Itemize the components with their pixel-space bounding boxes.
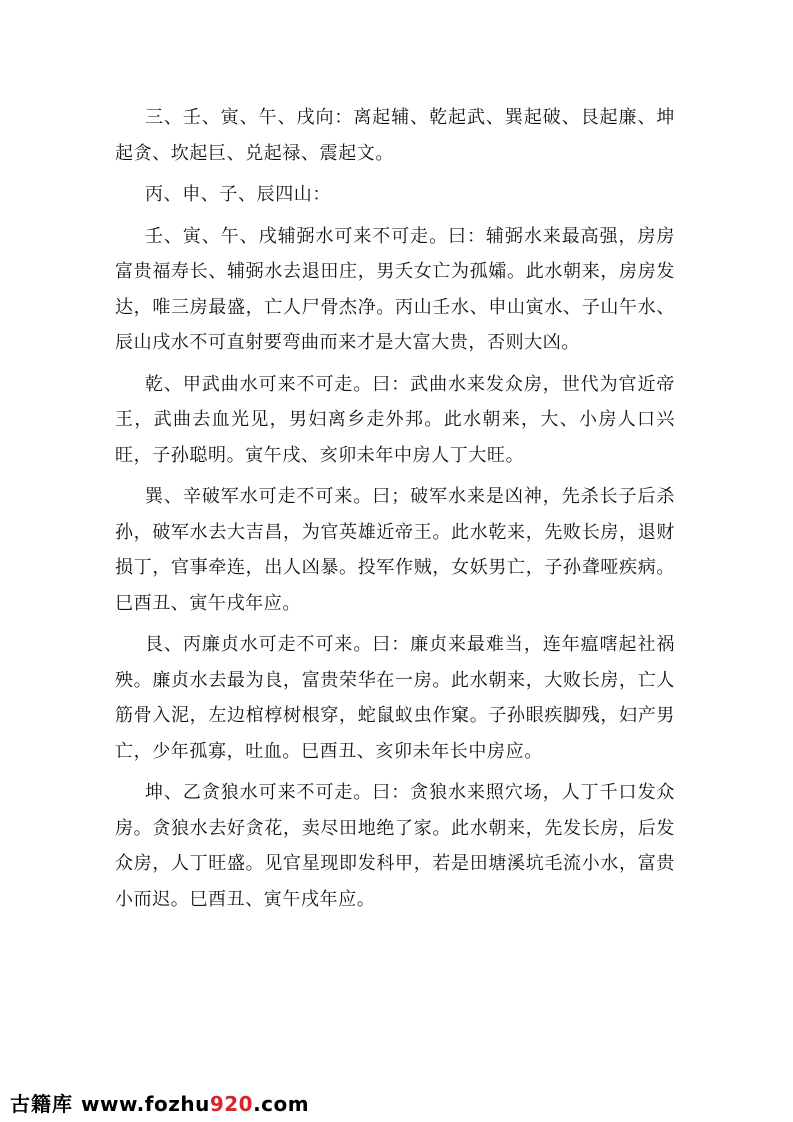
document-body bbox=[115, 100, 675, 923]
paragraph-four-mountains: 丙、申、子、辰四山： bbox=[145, 184, 331, 205]
paragraph-lianzhen-water: 艮、丙廉贞水可走不可来。曰：廉贞来最难当，连年瘟嗐起社祸殃。廉贞水去最为良，富贵荣华在一房。此水朝来，大败长房，亡人筋骨入泥，左边棺椁树根穿，蛇鼠蚁虫作窠。子孙眼疾脚残，妇产男亡，少年孤寡，吐血。巳酉丑、亥卯未年长中房应。 bbox=[115, 634, 675, 762]
paragraph-fubi-water: 壬、寅、午、戌辅弼水可来不可走。曰：辅弼水来最高强，房房富贵福寿长、辅弼水去退田庄，男夭女亡为孤孀。此水朝来，房房发达，唯三房最盛，亡人尸骨杰净。丙山壬水、申山寅水、子山午水、辰山戌水不可直射要弯曲而来才是大富大贵，否则大凶。 bbox=[115, 225, 675, 353]
footer-url-number: 920 bbox=[209, 1092, 254, 1116]
paragraph-wuqu-water: 乾、甲武曲水可来不可走。曰：武曲水来发众房，世代为官近帝王，武曲去血光见，男妇离乡走外邦。此水朝来，大、小房人口兴旺，子孙聪明。寅午戌、亥卯未年中房人丁大旺。 bbox=[115, 373, 675, 466]
paragraph-pojun-water: 巽、辛破军水可走不可来。曰；破军水来是凶神，先杀长子后杀孙，破军水去大吉昌，为官英雄近帝王。此水乾来，先败长房，退财损丁，官事牵连，出人凶暴。投军作贼，女妖男亡，子孙聋哑疾病。巳酉丑、寅午戌年应。 bbox=[115, 486, 675, 614]
paragraph-heading-directions: 三、壬、寅、午、戌向：离起辅、乾起武、巽起破、艮起廉、坤起贪、坎起巨、兑起禄、震起文。 bbox=[115, 107, 675, 164]
footer-brand: 古籍库 bbox=[10, 1092, 73, 1116]
footer-url-suffix: .com bbox=[253, 1092, 310, 1116]
footer-url-prefix: www.fozhu bbox=[81, 1092, 210, 1116]
footer-watermark bbox=[10, 1088, 309, 1116]
paragraph-tanlang-water: 坤、乙贪狼水可来不可走。曰：贪狼水来照穴场，人丁千口发众房。贪狼水去好贪花，卖尽田地绝了家。此水朝来，先发长房，后发众房，人丁旺盛。见官星现即发科甲，若是田塘溪坑毛流小水，富贵小而迟。巳酉丑、寅午戌年应。 bbox=[115, 782, 675, 910]
